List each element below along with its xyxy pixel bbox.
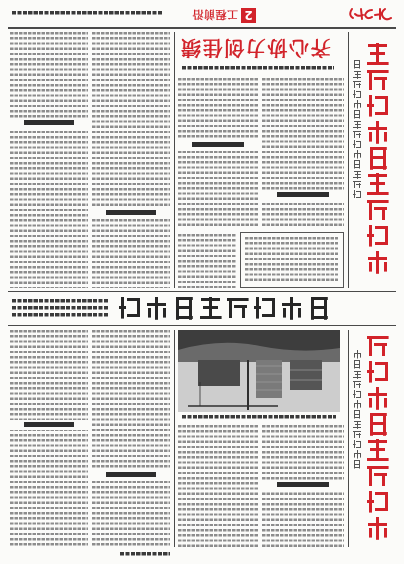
title-glyph	[353, 90, 362, 99]
title-glyph	[353, 130, 362, 139]
title-glyph	[353, 380, 362, 389]
second-subtitle	[12, 299, 108, 317]
title-glyph	[353, 430, 362, 439]
title-glyph	[353, 370, 362, 379]
title-glyph	[366, 120, 390, 144]
title-glyph	[353, 190, 362, 199]
title-glyph	[226, 296, 250, 320]
lead-headline	[176, 37, 334, 63]
section-name: 工程前沿	[192, 8, 238, 22]
title-glyph	[353, 400, 362, 409]
lead-subtitle	[182, 66, 334, 70]
title-glyph	[366, 224, 390, 248]
vertical-subtitle-lower	[353, 350, 362, 469]
title-glyph	[366, 94, 390, 118]
body-text-column	[178, 234, 236, 288]
title-glyph	[353, 450, 362, 459]
second-headline	[118, 296, 331, 320]
photo-caption	[182, 415, 336, 419]
title-glyph	[353, 440, 362, 449]
body-text-column	[262, 78, 344, 228]
title-glyph	[353, 170, 362, 179]
title-glyph	[353, 110, 362, 119]
subheading-bar	[24, 422, 74, 427]
title-glyph	[353, 70, 362, 79]
vertical-title-upper	[366, 42, 390, 274]
subheading	[178, 140, 258, 150]
title-glyph	[366, 146, 390, 170]
masthead-logo-strokes	[350, 9, 391, 19]
body-text-column	[92, 330, 170, 547]
title-glyph	[353, 420, 362, 429]
subheading-bar	[277, 482, 330, 487]
subheading-bar	[106, 472, 156, 477]
section-folio	[192, 7, 256, 24]
lead-headline-text: 齐心协力创佳绩	[179, 36, 331, 61]
title-glyph	[353, 140, 362, 149]
title-glyph	[353, 390, 362, 399]
column-rule	[348, 32, 349, 288]
title-glyph	[353, 120, 362, 129]
title-glyph	[118, 296, 142, 320]
vertical-title-lower	[366, 334, 390, 540]
title-glyph	[366, 68, 390, 92]
title-glyph	[366, 464, 390, 488]
subheading	[262, 480, 344, 490]
title-glyph	[353, 60, 362, 69]
vertical-subtitle-upper	[353, 60, 362, 199]
section-rule	[8, 325, 396, 326]
column-rule	[174, 32, 175, 288]
title-glyph	[353, 360, 362, 369]
title-glyph	[353, 350, 362, 359]
photo-building	[198, 360, 240, 386]
title-glyph	[353, 160, 362, 169]
construction-photo	[178, 330, 340, 412]
title-glyph	[353, 80, 362, 89]
header-rule	[8, 27, 396, 29]
title-glyph	[253, 296, 277, 320]
title-glyph	[353, 150, 362, 159]
title-glyph	[280, 296, 304, 320]
subheading	[262, 190, 344, 200]
column-rule	[348, 330, 349, 547]
subheading	[92, 470, 170, 480]
boxed-note-text	[245, 237, 338, 282]
title-glyph	[366, 334, 390, 358]
subheading	[10, 118, 88, 128]
section-rule	[8, 291, 396, 292]
subheading	[10, 420, 88, 430]
title-glyph	[366, 360, 390, 384]
title-glyph	[307, 296, 331, 320]
title-glyph	[366, 490, 390, 514]
body-text-column	[178, 425, 258, 547]
dateline-text	[12, 11, 162, 17]
subheading-bar	[277, 192, 330, 197]
title-glyph	[366, 412, 390, 436]
title-glyph	[353, 460, 362, 469]
subheading-bar	[24, 120, 74, 125]
title-glyph	[366, 198, 390, 222]
title-glyph	[353, 100, 362, 109]
title-glyph	[366, 42, 390, 66]
column-rule	[174, 330, 175, 547]
title-glyph	[366, 516, 390, 540]
page-number: 2	[241, 8, 256, 23]
photo-building	[290, 360, 322, 390]
body-text-column	[92, 32, 170, 288]
title-glyph	[366, 386, 390, 410]
footer-text	[120, 552, 170, 556]
body-text-column	[10, 32, 88, 288]
masthead-logo	[346, 5, 394, 23]
title-glyph	[366, 250, 390, 274]
title-glyph	[172, 296, 196, 320]
title-glyph	[366, 172, 390, 196]
subheading-bar	[106, 210, 156, 215]
title-glyph	[353, 410, 362, 419]
subheading	[92, 208, 170, 218]
body-text-column	[178, 78, 258, 228]
title-glyph	[353, 180, 362, 189]
subheading-bar	[192, 142, 243, 147]
title-glyph	[366, 438, 390, 462]
title-glyph	[145, 296, 169, 320]
body-text-column	[10, 330, 88, 547]
title-glyph	[199, 296, 223, 320]
